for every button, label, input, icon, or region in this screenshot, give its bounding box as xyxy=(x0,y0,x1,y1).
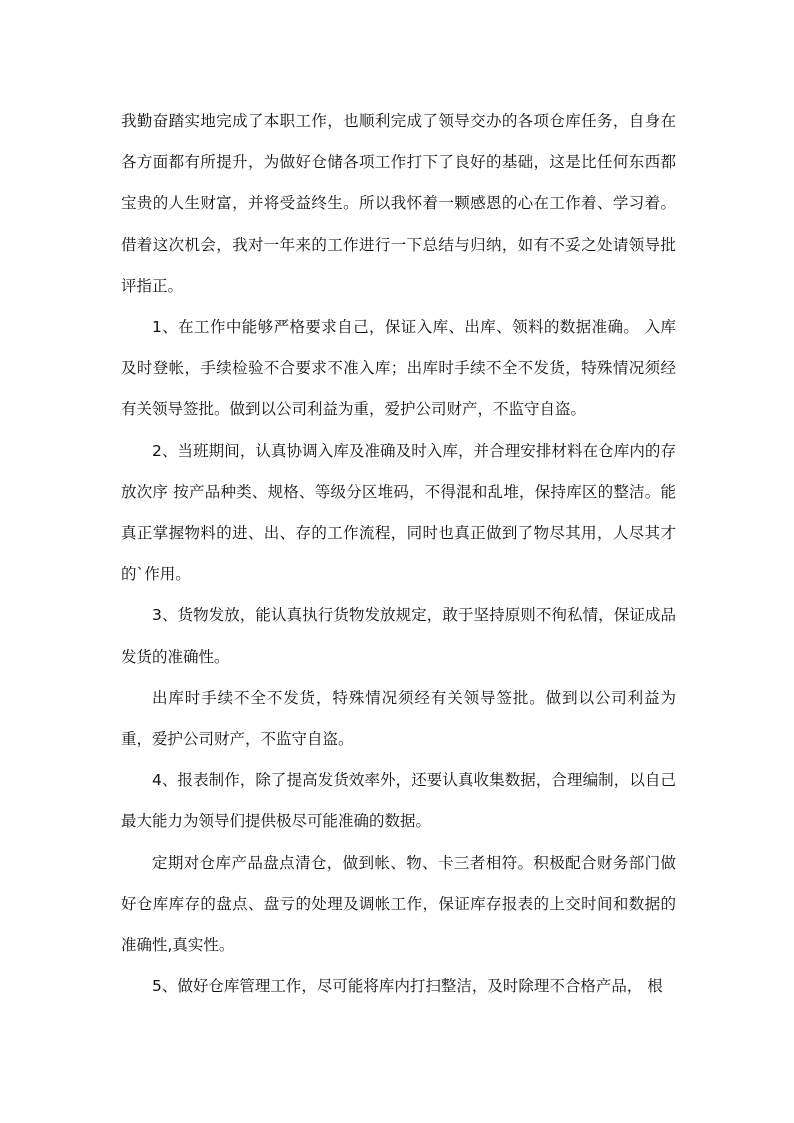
paragraph-item-5: 5、做好仓库管理工作，尽可能将库内打扫整洁，及时除理不合格产品， 根 xyxy=(152,977,663,996)
paragraph-item-2: 2、当班期间，认真协调入库及准确及时入库，并合理安排材料在仓库内的存放次序 按产品种类、规格、等级分区堆码，不得混和乱堆，保持库区的整洁。能真正掌握物料的进、出、存的工作流程，同时也真正做到了物尽其用，人尽其才的`作用。 xyxy=(121,441,676,584)
paragraph-item-4-detail: 定期对仓库产品盘点清仓，做到帐、物、卡三者相符。积极配合财务部门做好仓库库存的盘点、盘亏的处理及调帐工作，保证库存报表的上交时间和数据的准确性,真实性。 xyxy=(121,853,676,955)
paragraph-item-3-detail: 出库时手续不全不发货，特殊情况须经有关领导签批。做到以公司利益为重，爱护公司财产，不监守自盗。 xyxy=(121,688,676,749)
paragraph-item-4: 4、报表制作，除了提高发货效率外，还要认真收集数据，合理编制，以自己最大能力为领导们提供极尽可能准确的数据。 xyxy=(121,771,676,831)
paragraph-intro: 我勤奋踏实地完成了本职工作，也顺利完成了领导交办的各项仓库任务，自身在各方面都有所提升，为做好仓储各项工作打下了良好的基础，这是比任何东西都宝贵的人生财富，并将受益终生。所以我怀着一颗感恩的心在工作着、学习着。借着这次机会，我对一年来的工作进行一下总结与归纳，如有不妥之处请领导批评指正。 xyxy=(121,112,676,295)
paragraph-item-3: 3、货物发放，能认真执行货物发放规定，敢于坚持原则不徇私情，保证成品发货的准确性。 xyxy=(121,606,676,666)
paragraph-item-1: 1、在工作中能够严格要求自己，保证入库、出库、领料的数据准确。 入库及时登帐，手续检验不合要求不准入库；出库时手续不全不发货，特殊情况须经有关领导签批。做到以公司利益为重，爱护公司财产，不监守自盗。 xyxy=(121,318,676,419)
document-body xyxy=(121,101,676,1007)
